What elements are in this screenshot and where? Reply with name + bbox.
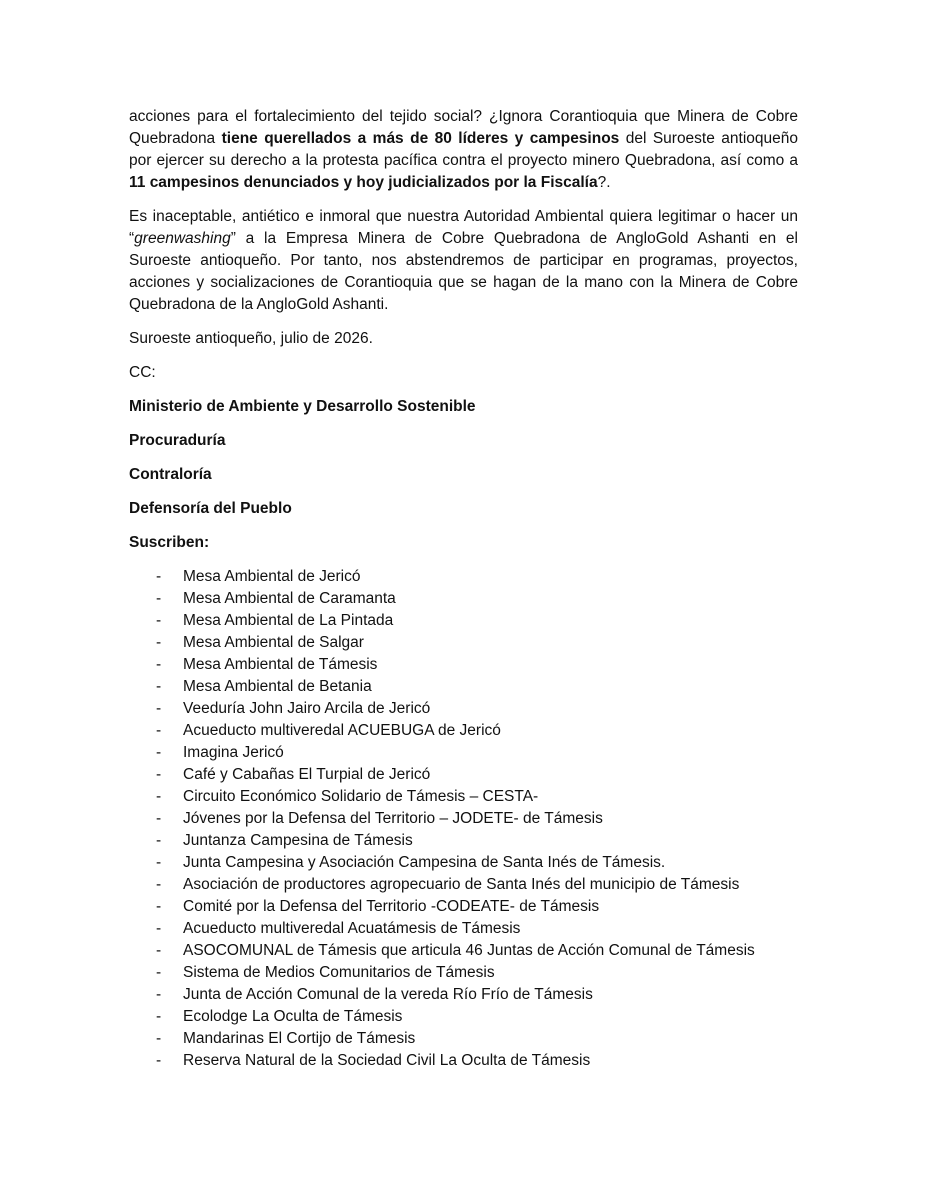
list-item: [129, 698, 755, 720]
list-bullet: -: [156, 722, 162, 739]
list-bullet: -: [156, 1030, 162, 1047]
signer-name: Mesa Ambiental de Támesis: [183, 656, 378, 673]
list-item: [129, 720, 755, 742]
list-item: [129, 808, 755, 830]
signer-name: ASOCOMUNAL de Támesis que articula 46 Juntas de Acción Comunal de Támesis: [183, 942, 755, 959]
list-item: [129, 1006, 755, 1028]
list-item: [129, 830, 755, 852]
signer-name: Jóvenes por la Defensa del Territorio – JODETE- de Támesis: [183, 810, 603, 827]
list-bullet: -: [156, 898, 162, 915]
cc-recipient: Contraloría: [129, 466, 212, 483]
signer-name: Mesa Ambiental de La Pintada: [183, 612, 394, 629]
paragraph-text: Es inaceptable, antiético e inmoral que nuestra Autoridad Ambiental quiera legitimar o hacer un “: [129, 208, 798, 247]
list-item: [129, 786, 755, 808]
signer-name: Circuito Económico Solidario de Támesis – CESTA-: [183, 788, 539, 805]
list-item: [129, 654, 755, 676]
list-bullet: -: [156, 612, 162, 629]
cc-recipient: Ministerio de Ambiente y Desarrollo Sostenible: [129, 398, 476, 415]
emphasis-text: tiene querellados a más de 80 líderes y campesinos: [221, 130, 620, 147]
list-bullet: -: [156, 590, 162, 607]
signers-list: [129, 566, 755, 1072]
list-item: [129, 852, 755, 874]
signer-name: Acueducto multiveredal Acuatámesis de Támesis: [183, 920, 521, 937]
signer-name: Imagina Jericó: [183, 744, 284, 761]
list-bullet: -: [156, 986, 162, 1003]
signer-name: Junta de Acción Comunal de la vereda Río Frío de Támesis: [183, 986, 593, 1003]
signer-name: Mesa Ambiental de Betania: [183, 678, 372, 695]
list-bullet: -: [156, 854, 162, 871]
signer-name: Veeduría John Jairo Arcila de Jericó: [183, 700, 431, 717]
list-item: [129, 742, 755, 764]
list-item: [129, 1050, 755, 1072]
signers-label: Suscriben:: [129, 534, 210, 551]
paragraph-text: del Suroeste antioqueño por ejercer su derecho a la protesta pacífica contra el proyecto minero Quebradona, así como a: [129, 130, 798, 169]
list-bullet: -: [156, 678, 162, 695]
list-item: [129, 1028, 755, 1050]
list-item: [129, 984, 755, 1006]
paragraph-text: ?.: [597, 174, 611, 191]
list-item: [129, 764, 755, 786]
signer-name: Mesa Ambiental de Jericó: [183, 568, 361, 585]
signer-name: Mandarinas El Cortijo de Támesis: [183, 1030, 416, 1047]
list-item: [129, 896, 755, 918]
paragraph-text: ” a la Empresa Minera de Cobre Quebradona de AngloGold Ashanti en el Suroeste antioqueño. Por tanto, nos abstendremos de participar en programas, proyectos, acciones y socializaciones de Corantioquia que se hagan de la mano con la Minera de Cobre Quebradona de la AngloGold Ashanti.: [129, 230, 798, 313]
list-bullet: -: [156, 832, 162, 849]
signer-name: Reserva Natural de la Sociedad Civil La Oculta de Támesis: [183, 1052, 591, 1069]
cc-label: CC:: [129, 364, 156, 381]
list-bullet: -: [156, 788, 162, 805]
list-bullet: -: [156, 876, 162, 893]
signer-name: Acueducto multiveredal ACUEBUGA de Jericó: [183, 722, 501, 739]
list-item: [129, 940, 755, 962]
list-bullet: -: [156, 1052, 162, 1069]
signer-name: Junta Campesina y Asociación Campesina de Santa Inés de Támesis.: [183, 854, 666, 871]
list-item: [129, 962, 755, 984]
signer-name: Asociación de productores agropecuario de Santa Inés del municipio de Támesis: [183, 876, 740, 893]
list-item: [129, 676, 755, 698]
signer-name: Mesa Ambiental de Caramanta: [183, 590, 396, 607]
list-bullet: -: [156, 942, 162, 959]
list-item: [129, 610, 755, 632]
list-bullet: -: [156, 744, 162, 761]
signer-name: Comité por la Defensa del Territorio -CODEATE- de Támesis: [183, 898, 600, 915]
list-bullet: -: [156, 766, 162, 783]
list-bullet: -: [156, 634, 162, 651]
emphasis-text: 11 campesinos denunciados y hoy judicializados por la Fiscalía: [129, 174, 598, 191]
signer-name: Ecolodge La Oculta de Támesis: [183, 1008, 403, 1025]
paragraph-accusations: [129, 106, 798, 194]
list-bullet: -: [156, 656, 162, 673]
list-bullet: -: [156, 920, 162, 937]
signer-name: Juntanza Campesina de Támesis: [183, 832, 413, 849]
paragraph-text: acciones para el fortalecimiento del tejido social? ¿Ignora Corantioquia que Minera de Cobre Quebradona: [129, 108, 798, 147]
signer-name: Café y Cabañas El Turpial de Jericó: [183, 766, 431, 783]
list-bullet: -: [156, 700, 162, 717]
list-item: [129, 918, 755, 940]
date-line: Suroeste antioqueño, julio de 2026.: [129, 330, 373, 347]
cc-recipient: Defensoría del Pueblo: [129, 500, 292, 517]
list-item: [129, 588, 755, 610]
paragraph-statement: [129, 206, 798, 316]
list-item: [129, 566, 755, 588]
list-bullet: -: [156, 964, 162, 981]
signer-name: Mesa Ambiental de Salgar: [183, 634, 364, 651]
cc-recipient: Procuraduría: [129, 432, 226, 449]
italic-term: greenwashing: [134, 230, 231, 247]
list-bullet: -: [156, 810, 162, 827]
list-bullet: -: [156, 1008, 162, 1025]
list-item: [129, 874, 755, 896]
signer-name: Sistema de Medios Comunitarios de Támesis: [183, 964, 495, 981]
list-item: [129, 632, 755, 654]
list-bullet: -: [156, 568, 162, 585]
